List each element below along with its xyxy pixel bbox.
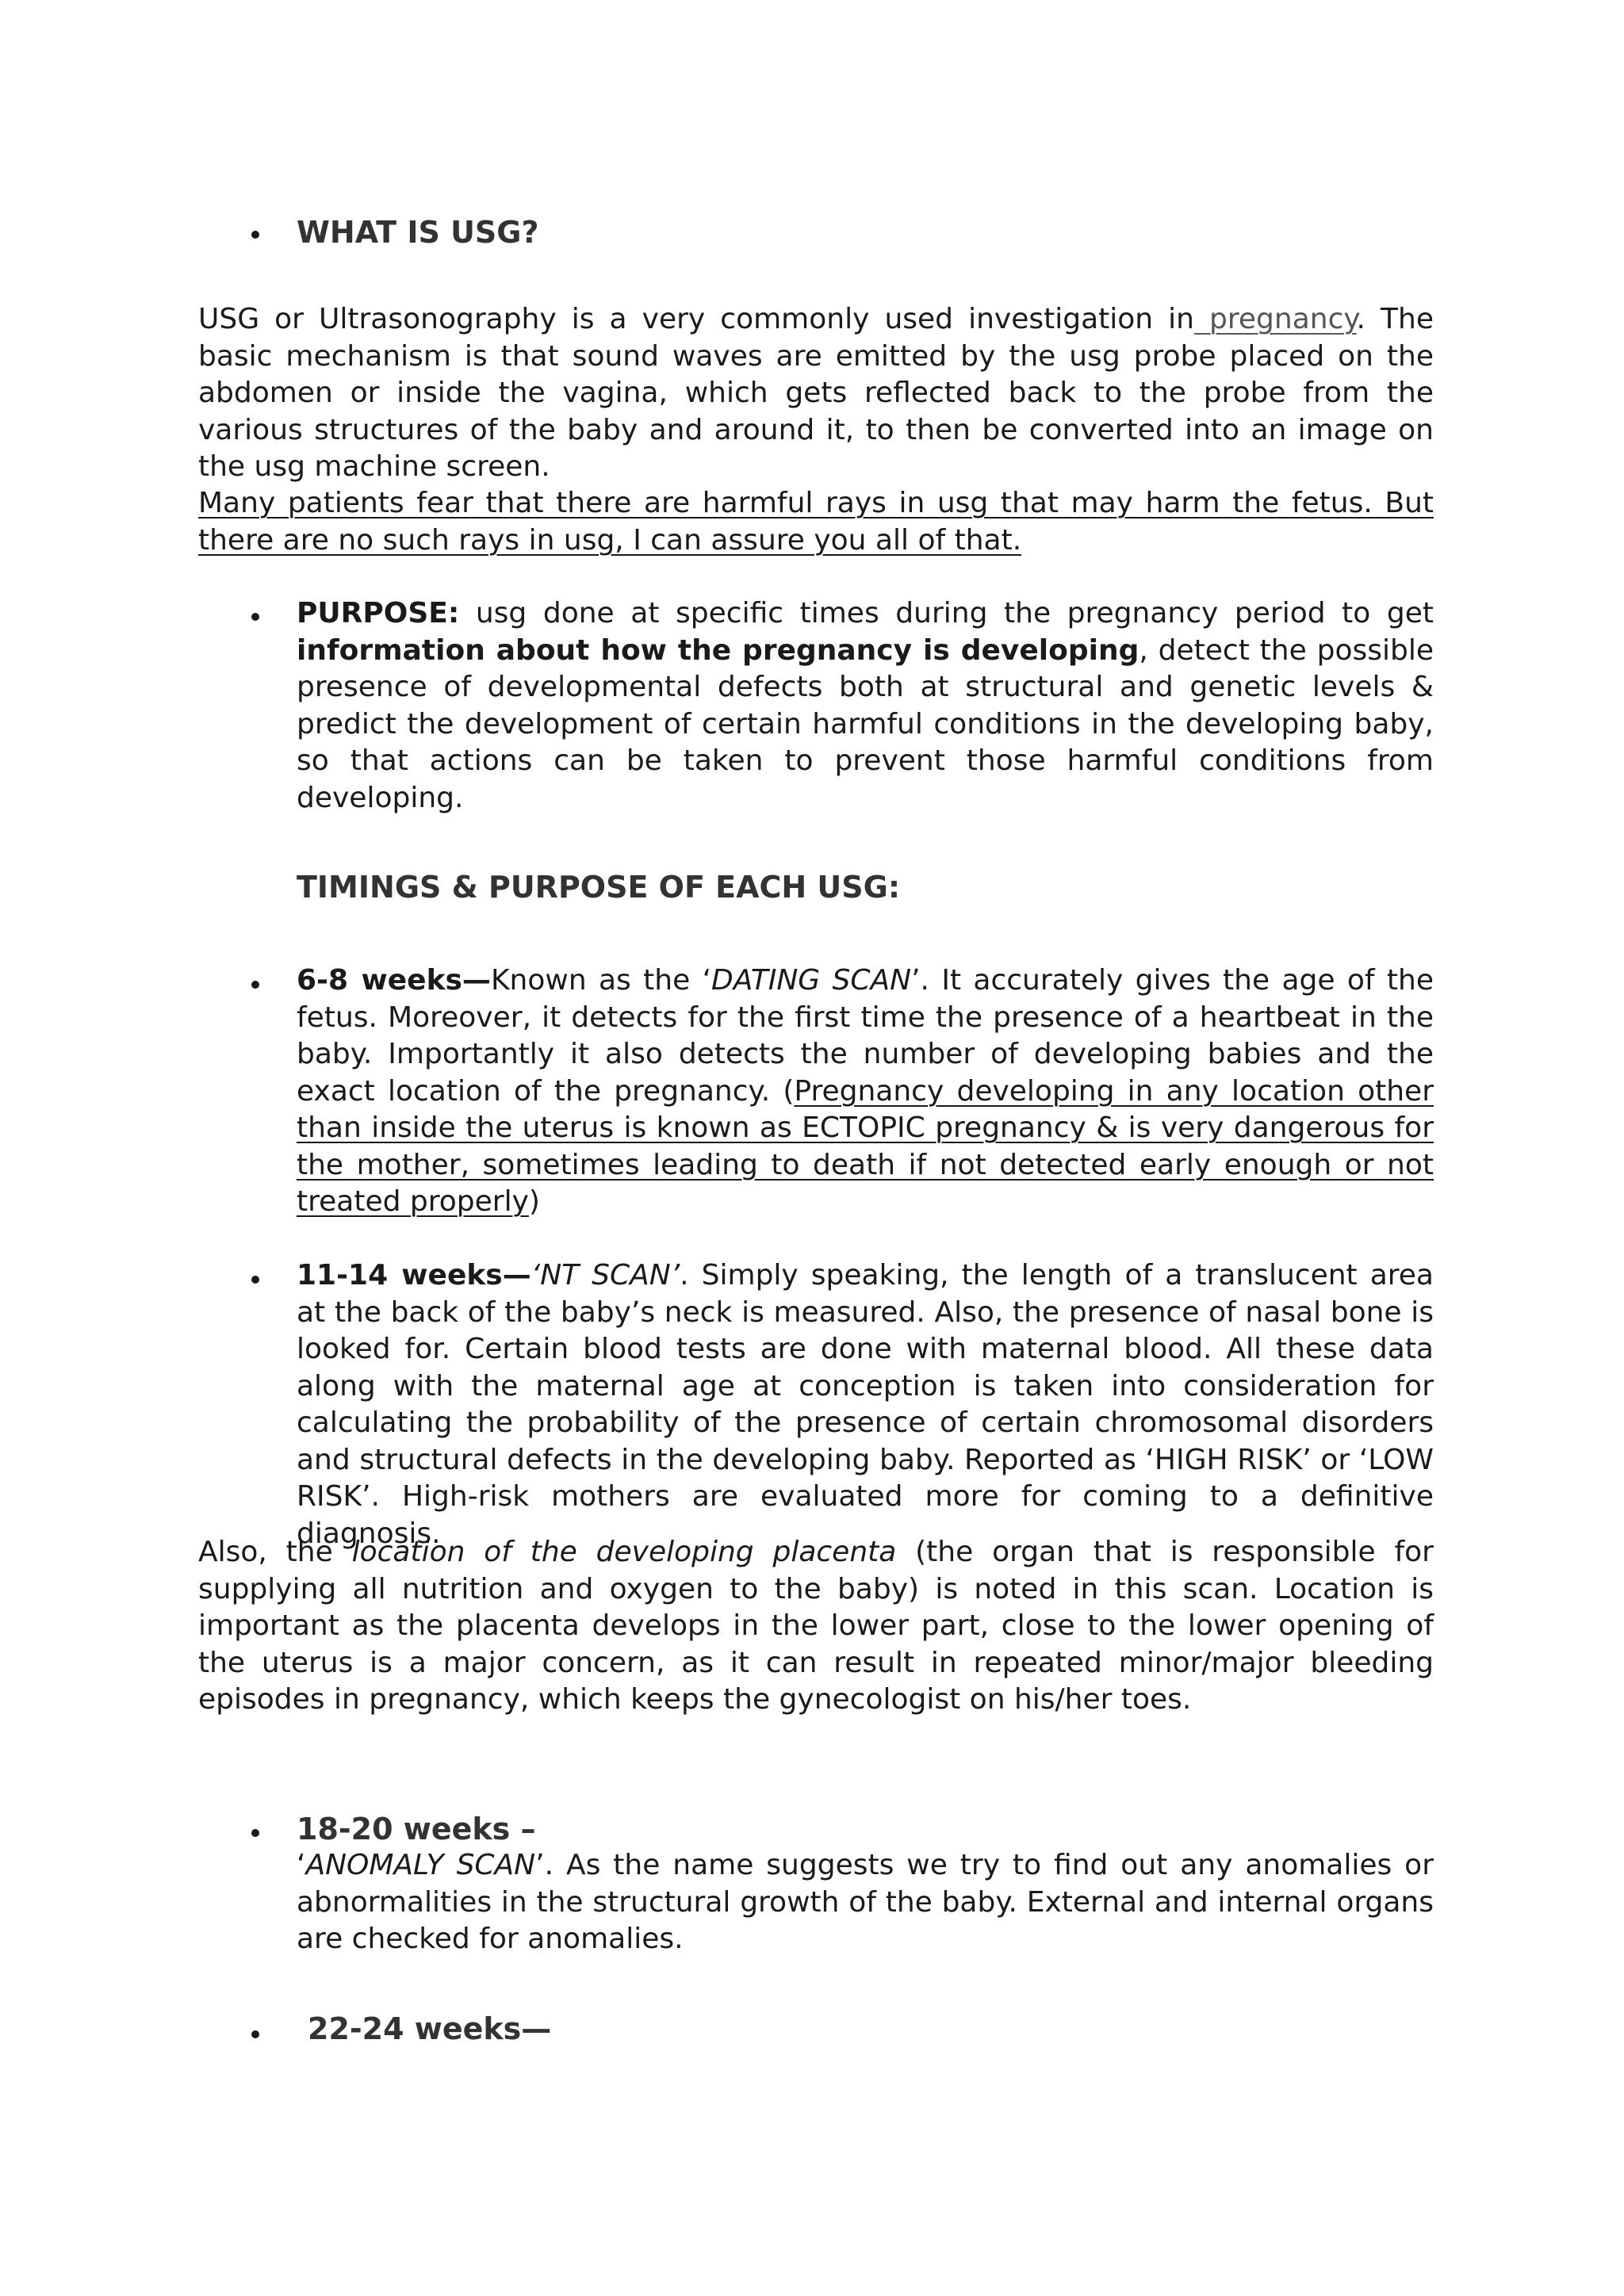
anomaly-scan-text-b: ’. As the name suggests we try to find out any anomalies or abnormalities in the structural growth of the baby. External and internal organs are checked for anomalies. <box>297 1849 1434 1955</box>
bullet-icon <box>247 1828 263 1838</box>
dating-scan-text-a: Known as the ‘ <box>490 964 712 997</box>
placenta-italic: location of the developing placenta <box>351 1536 897 1568</box>
dating-scan-text-c: ) <box>528 1185 540 1218</box>
bullet-icon <box>247 230 263 239</box>
bullet-icon <box>247 612 263 622</box>
dating-scan-name: DATING SCAN <box>711 964 912 997</box>
placenta-text-a: Also, the <box>198 1536 352 1568</box>
placenta-text-b: (the organ that is responsible for supplying all nutrition and oxygen to the baby) is noted in this scan. Location is important as the placenta develops in the lower part, close to the lower opening of the uterus is a major concern, as it can result in repeated minor/major bleeding episodes in pregnancy, which keeps the gynecologist on his/her toes. <box>198 1536 1434 1716</box>
purpose-label: PURPOSE: <box>297 597 460 629</box>
dating-scan-weeks: 6-8 weeks— <box>297 964 491 997</box>
bullet-icon <box>247 980 263 989</box>
usg-intro-paragraph <box>198 301 1434 486</box>
dating-scan-text-b: ’. It accurately gives the age of the fetus. Moreover, it detects for the first time the presence of a heartbeat in the baby. Importantly it also detects the number of developing babies and the exact location of the pregnancy. ( <box>297 964 1434 1108</box>
intro-text-a: USG or Ultrasonography is a very commonly used investigation in <box>198 303 1194 335</box>
anomaly-scan-paragraph <box>297 1847 1434 1958</box>
nt-scan-weeks: 11-14 weeks— <box>297 1259 531 1292</box>
purpose-text-b: , detect the possible presence of developmental defects both at structural and genetic levels & predict the development of certain harmful conditions in the developing baby, so that actions can be taken to prevent those harmful conditions from developing. <box>297 633 1434 814</box>
bullet-icon <box>247 2030 263 2039</box>
timings-heading: TIMINGS & PURPOSE OF EACH USG: <box>297 870 901 905</box>
ectopic-note: Pregnancy developing in any location other than inside the uterus is known as ECTOPIC pregnancy & is very dangerous for the mother, sometimes leading to death if not detected early enough or not treated properly <box>297 1074 1434 1218</box>
harmful-rays-paragraph: Many patients fear that there are harmful rays in usg that may harm the fetus. But there are no such rays in usg, I can assure you all of that. <box>198 487 1434 557</box>
purpose-text-a: usg done at specific times during the pregnancy period to get <box>459 597 1434 629</box>
nt-scan-name: ‘NT SCAN’ <box>530 1259 680 1292</box>
dating-scan-paragraph <box>297 962 1434 1221</box>
scan-22-24-weeks: 22-24 weeks— <box>308 2011 552 2046</box>
intro-text-b: . The basic mechanism is that sound waves are emitted by the usg probe placed on the abdomen or inside the vagina, which gets reflected back to the probe from the various structures of the baby and around it, to then be converted into an image on the usg machine screen. <box>198 303 1434 483</box>
placenta-paragraph <box>198 1534 1434 1719</box>
anomaly-scan-text-a: ‘ <box>297 1849 306 1881</box>
anomaly-scan-weeks: 18-20 weeks – <box>297 1812 536 1846</box>
nt-scan-text: . Simply speaking, the length of a translucent area at the back of the baby’s neck is measured. Also, the presence of nasal bone is looked for. Certain blood tests are done with maternal blood. All these data along with the maternal age at conception is taken into consideration for calculating the probability of the presence of certain chromosomal disorders and structural defects in the developing baby. Reported as ‘HIGH RISK’ or ‘LOW RISK’. High-risk mothers are evaluated more for coming to a definitive diagnosis. <box>297 1259 1434 1550</box>
purpose-paragraph <box>297 595 1434 817</box>
pregnancy-link[interactable]: pregnancy <box>1193 303 1357 335</box>
anomaly-scan-name: ANOMALY SCAN <box>305 1849 536 1881</box>
purpose-bold-text: information about how the pregnancy is developing <box>297 633 1139 667</box>
bullet-icon <box>247 1275 263 1284</box>
nt-scan-paragraph <box>297 1257 1434 1552</box>
heading-what-is-usg: WHAT IS USG? <box>297 215 539 250</box>
